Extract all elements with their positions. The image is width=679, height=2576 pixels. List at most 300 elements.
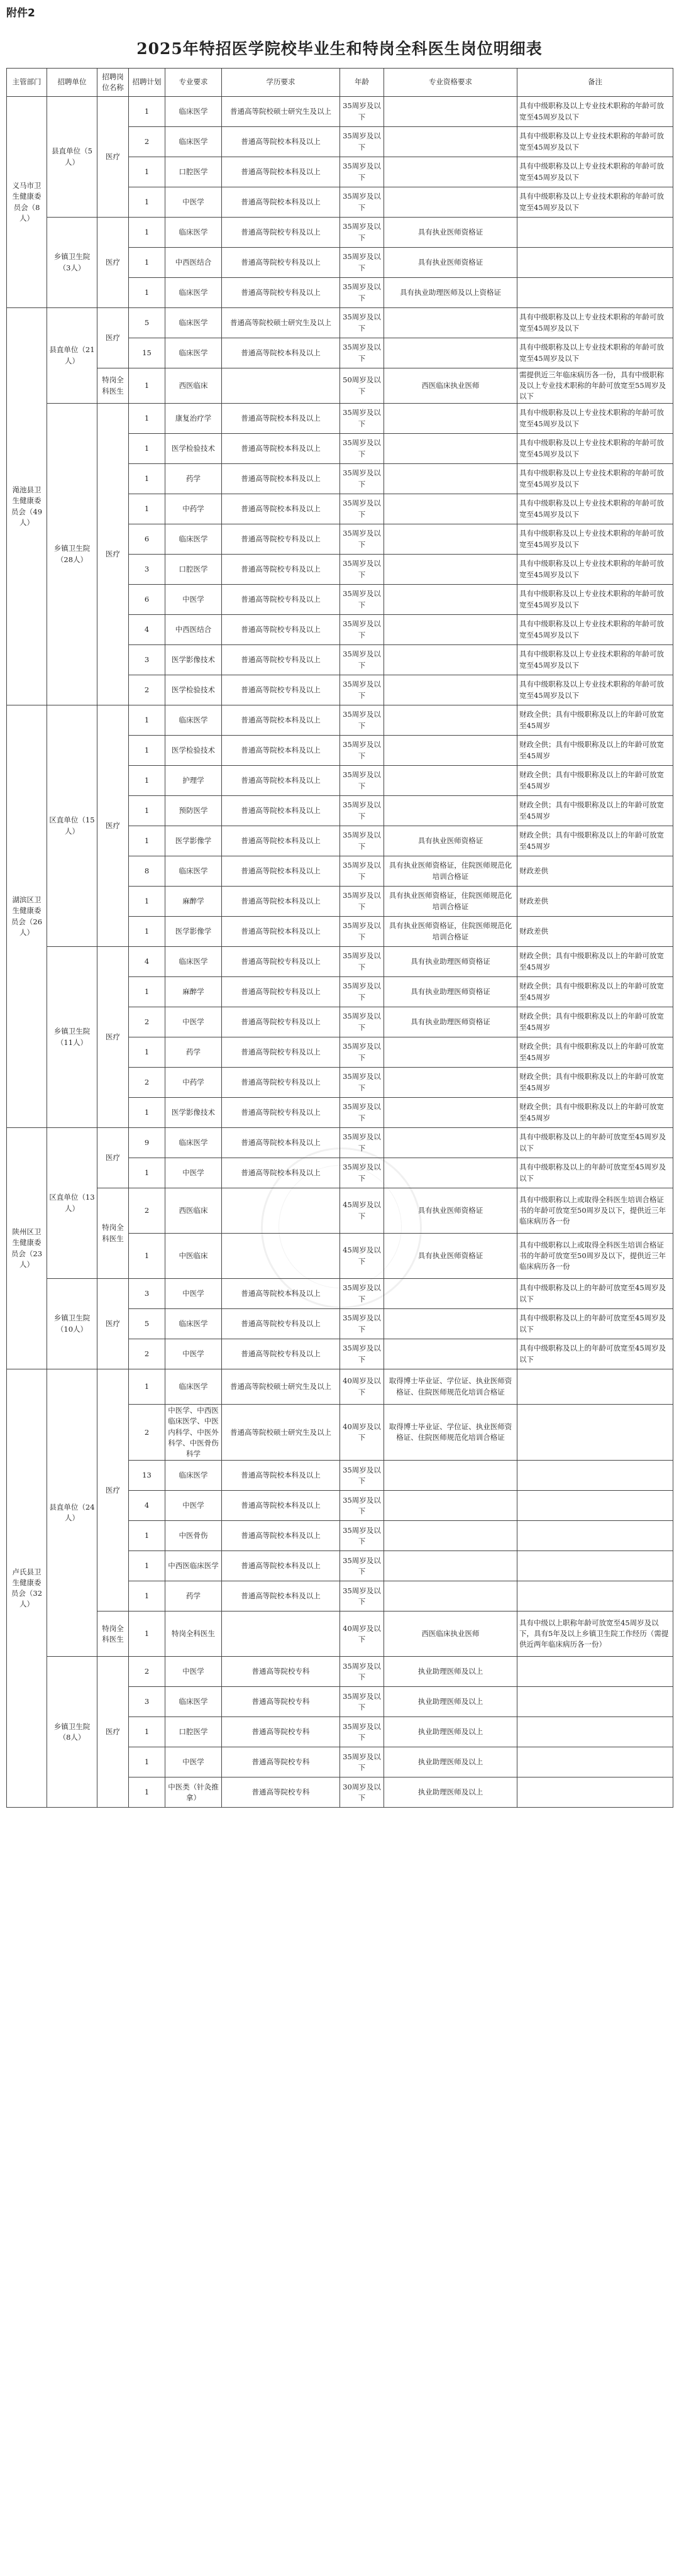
education-cell: 普通高等院校本科及以上 (222, 856, 340, 887)
major-cell: 临床医学 (165, 97, 222, 127)
plan-cell: 1 (129, 977, 165, 1007)
education-cell: 普通高等院校专科 (222, 1717, 340, 1747)
age-cell: 40周岁及以下 (340, 1611, 384, 1657)
table-row (7, 1279, 673, 1309)
plan-cell: 1 (129, 1717, 165, 1747)
qualification-cell (384, 1128, 517, 1158)
education-cell: 普通高等院校本科及以上 (222, 1279, 340, 1309)
plan-cell: 3 (129, 645, 165, 675)
major-cell: 临床医学 (165, 1461, 222, 1491)
qualification-cell (384, 1521, 517, 1551)
note-cell (517, 1461, 673, 1491)
major-cell: 特岗全科医生 (165, 1611, 222, 1657)
department-cell: 湖滨区卫生健康委员会（26人） (7, 705, 47, 1128)
note-cell: 具有中级职称及以上专业技术职称的年龄可放宽至45周岁及以下 (517, 645, 673, 675)
note-cell: 财政全供；具有中级职称及以上的年龄可放宽至45周岁 (517, 826, 673, 856)
age-cell: 35周岁及以下 (340, 1581, 384, 1611)
post-cell: 特岗全科医生 (97, 368, 129, 404)
qualification-cell: 具有执业医师资格证，住院医师规范化培训合格证 (384, 887, 517, 917)
plan-cell: 1 (129, 1369, 165, 1405)
qualification-cell (384, 434, 517, 464)
plan-cell: 1 (129, 218, 165, 248)
note-cell: 具有中级职称及以上专业技术职称的年龄可放宽至45周岁及以下 (517, 157, 673, 187)
qualification-cell: 具有执业助理医师资格证 (384, 977, 517, 1007)
age-cell: 35周岁及以下 (340, 705, 384, 736)
unit-cell: 县直单位（24人） (47, 1369, 97, 1657)
plan-cell: 1 (129, 157, 165, 187)
post-cell: 特岗全科医生 (97, 1611, 129, 1657)
attachment-label: 附件2 (6, 7, 35, 19)
qualification-cell: 具有执业医师资格证，住院医师规范化培训合格证 (384, 856, 517, 887)
education-cell: 普通高等院校专科及以上 (222, 218, 340, 248)
note-cell (517, 248, 673, 278)
post-cell: 医疗 (97, 404, 129, 705)
plan-cell: 1 (129, 736, 165, 766)
plan-cell: 1 (129, 494, 165, 524)
age-cell: 30周岁及以下 (340, 1777, 384, 1808)
column-header: 年龄 (340, 69, 384, 97)
education-cell: 普通高等院校本科及以上 (222, 705, 340, 736)
age-cell: 45周岁及以下 (340, 1234, 384, 1279)
education-cell: 普通高等院校本科及以上 (222, 1158, 340, 1188)
note-cell: 具有中级职称及以上专业技术职称的年龄可放宽至45周岁及以下 (517, 464, 673, 494)
age-cell: 35周岁及以下 (340, 97, 384, 127)
plan-cell: 3 (129, 1279, 165, 1309)
major-cell: 医学影像学 (165, 826, 222, 856)
qualification-cell: 执业助理医师及以上 (384, 1747, 517, 1777)
post-cell: 医疗 (97, 308, 129, 368)
department-cell: 陕州区卫生健康委员会（23人） (7, 1128, 47, 1369)
note-cell: 具有中级职称及以上专业技术职称的年龄可放宽至45周岁及以下 (517, 308, 673, 338)
qualification-cell: 执业助理医师及以上 (384, 1777, 517, 1808)
post-cell: 特岗全科医生 (97, 1188, 129, 1279)
plan-cell: 3 (129, 1687, 165, 1717)
major-cell: 中医学 (165, 187, 222, 218)
major-cell: 临床医学 (165, 338, 222, 368)
age-cell: 35周岁及以下 (340, 308, 384, 338)
plan-cell: 1 (129, 434, 165, 464)
post-cell: 医疗 (97, 947, 129, 1128)
page-title: 2025年特招医学院校毕业生和特岗全科医生岗位明细表 (136, 40, 543, 58)
note-cell (517, 1657, 673, 1687)
age-cell: 35周岁及以下 (340, 615, 384, 645)
qualification-cell (384, 675, 517, 705)
age-cell: 35周岁及以下 (340, 494, 384, 524)
age-cell: 40周岁及以下 (340, 1405, 384, 1461)
post-cell: 医疗 (97, 1369, 129, 1611)
major-cell: 药学 (165, 1581, 222, 1611)
qualification-cell (384, 187, 517, 218)
age-cell: 35周岁及以下 (340, 248, 384, 278)
education-cell: 普通高等院校本科及以上 (222, 187, 340, 218)
education-cell (222, 1188, 340, 1234)
major-cell: 中西医结合 (165, 248, 222, 278)
note-cell (517, 1551, 673, 1581)
qualification-cell: 执业助理医师及以上 (384, 1687, 517, 1717)
note-cell: 具有中级职称及以上专业技术职称的年龄可放宽至45周岁及以下 (517, 404, 673, 434)
table-row (7, 1611, 673, 1657)
plan-cell: 4 (129, 1491, 165, 1521)
age-cell: 35周岁及以下 (340, 1068, 384, 1098)
unit-cell: 乡镇卫生院（10人） (47, 1279, 97, 1369)
education-cell: 普通高等院校本科及以上 (222, 157, 340, 187)
note-cell: 财政全供；具有中级职称及以上的年龄可放宽至45周岁 (517, 977, 673, 1007)
major-cell: 口腔医学 (165, 157, 222, 187)
plan-cell: 1 (129, 1098, 165, 1128)
major-cell: 西医临床 (165, 368, 222, 404)
major-cell: 药学 (165, 464, 222, 494)
major-cell: 临床医学 (165, 1309, 222, 1339)
education-cell: 普通高等院校专科 (222, 1657, 340, 1687)
education-cell: 普通高等院校本科及以上 (222, 1521, 340, 1551)
plan-cell: 2 (129, 1068, 165, 1098)
age-cell: 35周岁及以下 (340, 856, 384, 887)
qualification-cell (384, 796, 517, 826)
note-cell: 具有中级职称及以上专业技术职称的年龄可放宽至45周岁及以下 (517, 97, 673, 127)
post-cell: 医疗 (97, 1657, 129, 1808)
education-cell: 普通高等院校专科及以上 (222, 585, 340, 615)
note-cell: 具有中级职称及以上专业技术职称的年龄可放宽至45周岁及以下 (517, 494, 673, 524)
plan-cell: 1 (129, 887, 165, 917)
qualification-cell (384, 494, 517, 524)
note-cell (517, 278, 673, 308)
major-cell: 西医临床 (165, 1188, 222, 1234)
note-cell (517, 1581, 673, 1611)
age-cell: 35周岁及以下 (340, 1657, 384, 1687)
note-cell: 具有中级职称以上或取得全科医生培训合格证书的年龄可放宽至50周岁及以下，提供近三年临床病历各一份 (517, 1188, 673, 1234)
major-cell: 临床医学 (165, 308, 222, 338)
post-cell: 医疗 (97, 97, 129, 218)
note-cell: 财政全供；具有中级职称及以上的年龄可放宽至45周岁 (517, 947, 673, 977)
education-cell: 普通高等院校专科及以上 (222, 1068, 340, 1098)
education-cell: 普通高等院校专科及以上 (222, 1098, 340, 1128)
plan-cell: 1 (129, 1747, 165, 1777)
education-cell: 普通高等院校本科及以上 (222, 736, 340, 766)
note-cell (517, 1747, 673, 1777)
note-cell (517, 1405, 673, 1461)
plan-cell: 13 (129, 1461, 165, 1491)
note-cell: 财政全供；具有中级职称及以上的年龄可放宽至45周岁 (517, 1007, 673, 1037)
note-cell (517, 1687, 673, 1717)
qualification-cell (384, 97, 517, 127)
qualification-cell: 具有执业助理医师及以上资格证 (384, 278, 517, 308)
plan-cell: 9 (129, 1128, 165, 1158)
major-cell: 中医学 (165, 1657, 222, 1687)
qualification-cell: 具有执业医师资格证 (384, 1234, 517, 1279)
age-cell: 35周岁及以下 (340, 524, 384, 555)
plan-cell: 2 (129, 1339, 165, 1369)
plan-cell: 1 (129, 1611, 165, 1657)
age-cell: 35周岁及以下 (340, 555, 384, 585)
plan-cell: 1 (129, 464, 165, 494)
major-cell: 临床医学 (165, 218, 222, 248)
note-cell: 具有中级职称及以上专业技术职称的年龄可放宽至45周岁及以下 (517, 338, 673, 368)
major-cell: 药学 (165, 1037, 222, 1068)
major-cell: 口腔医学 (165, 555, 222, 585)
table-row (7, 947, 673, 977)
age-cell: 35周岁及以下 (340, 434, 384, 464)
note-cell: 具有中级职称及以上的年龄可放宽至45周岁及以下 (517, 1128, 673, 1158)
major-cell: 医学检验技术 (165, 675, 222, 705)
column-header: 学历要求 (222, 69, 340, 97)
major-cell: 临床医学 (165, 524, 222, 555)
major-cell: 中医类（针灸推拿） (165, 1777, 222, 1808)
age-cell: 35周岁及以下 (340, 887, 384, 917)
education-cell: 普通高等院校本科及以上 (222, 434, 340, 464)
plan-cell: 2 (129, 1405, 165, 1461)
qualification-cell (384, 585, 517, 615)
major-cell: 临床医学 (165, 1369, 222, 1405)
plan-cell: 2 (129, 675, 165, 705)
qualification-cell (384, 1279, 517, 1309)
education-cell: 普通高等院校硕士研究生及以上 (222, 308, 340, 338)
education-cell: 普通高等院校专科及以上 (222, 555, 340, 585)
qualification-cell (384, 1491, 517, 1521)
major-cell: 护理学 (165, 766, 222, 796)
age-cell: 35周岁及以下 (340, 1158, 384, 1188)
education-cell: 普通高等院校本科及以上 (222, 1551, 340, 1581)
age-cell: 35周岁及以下 (340, 1491, 384, 1521)
department-cell: 卢氏县卫生健康委员会（32人） (7, 1369, 47, 1808)
qualification-cell: 西医临床执业医师 (384, 368, 517, 404)
unit-cell: 县直单位（5人） (47, 97, 97, 218)
note-cell: 财政全供；具有中级职称及以上的年龄可放宽至45周岁 (517, 1098, 673, 1128)
unit-cell: 乡镇卫生院（11人） (47, 947, 97, 1128)
education-cell: 普通高等院校专科及以上 (222, 278, 340, 308)
note-cell: 需提供近三年临床病历各一份，具有中级职称及以上专业技术职称的年龄可放宽至55周岁及以下 (517, 368, 673, 404)
qualification-cell: 具有执业医师资格证 (384, 248, 517, 278)
note-cell: 具有中级职称及以上专业技术职称的年龄可放宽至45周岁及以下 (517, 555, 673, 585)
note-cell (517, 218, 673, 248)
note-cell: 财政差供 (517, 856, 673, 887)
education-cell: 普通高等院校本科及以上 (222, 826, 340, 856)
note-cell: 财政全供；具有中级职称及以上的年龄可放宽至45周岁 (517, 1037, 673, 1068)
age-cell: 35周岁及以下 (340, 1279, 384, 1309)
education-cell (222, 1611, 340, 1657)
qualification-cell (384, 705, 517, 736)
education-cell: 普通高等院校专科及以上 (222, 1339, 340, 1369)
age-cell: 35周岁及以下 (340, 404, 384, 434)
table-row (7, 218, 673, 248)
education-cell: 普通高等院校专科及以上 (222, 524, 340, 555)
age-cell: 35周岁及以下 (340, 338, 384, 368)
unit-cell: 县直单位（21人） (47, 308, 97, 404)
age-cell: 35周岁及以下 (340, 585, 384, 615)
positions-table (6, 68, 673, 1808)
education-cell: 普通高等院校硕士研究生及以上 (222, 97, 340, 127)
qualification-cell (384, 615, 517, 645)
plan-cell: 1 (129, 766, 165, 796)
age-cell: 35周岁及以下 (340, 1717, 384, 1747)
education-cell: 普通高等院校本科及以上 (222, 1491, 340, 1521)
column-header: 招聘单位 (47, 69, 97, 97)
qualification-cell (384, 1098, 517, 1128)
major-cell: 医学检验技术 (165, 434, 222, 464)
age-cell: 35周岁及以下 (340, 1037, 384, 1068)
education-cell: 普通高等院校专科及以上 (222, 1309, 340, 1339)
note-cell: 具有中级以上职称年龄可放宽至45周岁及以下，具有5年及以上乡镇卫生院工作经历（需提供近两年临床病历各一份） (517, 1611, 673, 1657)
qualification-cell (384, 338, 517, 368)
post-cell: 医疗 (97, 1128, 129, 1188)
qualification-cell: 具有执业助理医师资格证 (384, 947, 517, 977)
major-cell: 预防医学 (165, 796, 222, 826)
plan-cell: 1 (129, 278, 165, 308)
major-cell: 中医学 (165, 585, 222, 615)
age-cell: 35周岁及以下 (340, 218, 384, 248)
major-cell: 中医学 (165, 1747, 222, 1777)
age-cell: 50周岁及以下 (340, 368, 384, 404)
table-body (7, 97, 673, 1808)
plan-cell: 2 (129, 127, 165, 157)
education-cell: 普通高等院校本科及以上 (222, 404, 340, 434)
unit-cell: 区直单位（13人） (47, 1128, 97, 1279)
education-cell: 普通高等院校硕士研究生及以上 (222, 1369, 340, 1405)
age-cell: 35周岁及以下 (340, 1551, 384, 1581)
qualification-cell: 具有执业医师资格证，住院医师规范化培训合格证 (384, 917, 517, 947)
age-cell: 35周岁及以下 (340, 187, 384, 218)
major-cell: 临床医学 (165, 947, 222, 977)
major-cell: 中医学 (165, 1158, 222, 1188)
plan-cell: 5 (129, 1309, 165, 1339)
education-cell: 普通高等院校专科及以上 (222, 248, 340, 278)
note-cell: 具有中级职称及以上专业技术职称的年龄可放宽至45周岁及以下 (517, 127, 673, 157)
age-cell: 35周岁及以下 (340, 1687, 384, 1717)
education-cell: 普通高等院校专科及以上 (222, 947, 340, 977)
note-cell: 财政差供 (517, 887, 673, 917)
note-cell (517, 1777, 673, 1808)
plan-cell: 1 (129, 1037, 165, 1068)
note-cell: 具有中级职称及以上的年龄可放宽至45周岁及以下 (517, 1279, 673, 1309)
education-cell: 普通高等院校本科及以上 (222, 766, 340, 796)
column-header: 招聘计划 (129, 69, 165, 97)
plan-cell: 8 (129, 856, 165, 887)
major-cell: 临床医学 (165, 856, 222, 887)
qualification-cell (384, 766, 517, 796)
age-cell: 35周岁及以下 (340, 675, 384, 705)
qualification-cell (384, 157, 517, 187)
note-cell: 具有中级职称及以上的年龄可放宽至45周岁及以下 (517, 1339, 673, 1369)
education-cell: 普通高等院校专科 (222, 1747, 340, 1777)
qualification-cell (384, 308, 517, 338)
plan-cell: 6 (129, 524, 165, 555)
unit-cell: 乡镇卫生院（8人） (47, 1657, 97, 1808)
qualification-cell (384, 736, 517, 766)
table-row (7, 368, 673, 404)
age-cell: 35周岁及以下 (340, 1461, 384, 1491)
note-cell: 具有中级职称及以上专业技术职称的年龄可放宽至45周岁及以下 (517, 524, 673, 555)
education-cell: 普通高等院校本科及以上 (222, 1581, 340, 1611)
post-cell: 医疗 (97, 1279, 129, 1369)
department-cell: 渑池县卫生健康委员会（49人） (7, 308, 47, 705)
qualification-cell: 执业助理医师及以上 (384, 1717, 517, 1747)
education-cell: 普通高等院校本科及以上 (222, 1461, 340, 1491)
age-cell: 35周岁及以下 (340, 947, 384, 977)
age-cell: 35周岁及以下 (340, 278, 384, 308)
age-cell: 35周岁及以下 (340, 796, 384, 826)
note-cell: 财政全供；具有中级职称及以上的年龄可放宽至45周岁 (517, 705, 673, 736)
note-cell: 财政全供；具有中级职称及以上的年龄可放宽至45周岁 (517, 736, 673, 766)
major-cell: 中医骨伤 (165, 1521, 222, 1551)
major-cell: 中医学 (165, 1007, 222, 1037)
major-cell: 临床医学 (165, 1128, 222, 1158)
age-cell: 35周岁及以下 (340, 1521, 384, 1551)
qualification-cell: 具有执业助理医师资格证 (384, 1007, 517, 1037)
age-cell: 35周岁及以下 (340, 917, 384, 947)
column-header: 专业资格要求 (384, 69, 517, 97)
plan-cell: 1 (129, 705, 165, 736)
plan-cell: 1 (129, 1521, 165, 1551)
table-header (7, 69, 673, 97)
age-cell: 35周岁及以下 (340, 1339, 384, 1369)
qualification-cell: 西医临床执业医师 (384, 1611, 517, 1657)
qualification-cell: 具有执业医师资格证 (384, 218, 517, 248)
post-cell: 医疗 (97, 705, 129, 947)
qualification-cell (384, 1551, 517, 1581)
age-cell: 35周岁及以下 (340, 157, 384, 187)
note-cell: 具有中级职称及以上专业技术职称的年龄可放宽至45周岁及以下 (517, 585, 673, 615)
age-cell: 35周岁及以下 (340, 766, 384, 796)
major-cell: 临床医学 (165, 278, 222, 308)
qualification-cell: 具有执业医师资格证 (384, 1188, 517, 1234)
plan-cell: 1 (129, 1581, 165, 1611)
plan-cell: 1 (129, 1551, 165, 1581)
major-cell: 中医学 (165, 1339, 222, 1369)
column-header: 招聘岗位名称 (97, 69, 129, 97)
education-cell: 普通高等院校本科及以上 (222, 917, 340, 947)
qualification-cell (384, 645, 517, 675)
plan-cell: 3 (129, 555, 165, 585)
education-cell: 普通高等院校专科及以上 (222, 645, 340, 675)
table-row (7, 308, 673, 338)
education-cell: 普通高等院校专科及以上 (222, 1037, 340, 1068)
qualification-cell (384, 1037, 517, 1068)
unit-cell: 乡镇卫生院（28人） (47, 404, 97, 705)
plan-cell: 6 (129, 585, 165, 615)
plan-cell: 2 (129, 1007, 165, 1037)
note-cell: 具有中级职称及以上专业技术职称的年龄可放宽至45周岁及以下 (517, 675, 673, 705)
plan-cell: 1 (129, 917, 165, 947)
qualification-cell (384, 555, 517, 585)
qualification-cell (384, 1309, 517, 1339)
major-cell: 中西医结合 (165, 615, 222, 645)
major-cell: 中医学 (165, 1279, 222, 1309)
plan-cell: 1 (129, 404, 165, 434)
note-cell: 具有中级职称及以上专业技术职称的年龄可放宽至45周岁及以下 (517, 615, 673, 645)
note-cell (517, 1521, 673, 1551)
major-cell: 医学影像技术 (165, 1098, 222, 1128)
major-cell: 临床医学 (165, 705, 222, 736)
major-cell: 中医临床 (165, 1234, 222, 1279)
column-header: 备注 (517, 69, 673, 97)
education-cell: 普通高等院校本科及以上 (222, 338, 340, 368)
plan-cell: 1 (129, 187, 165, 218)
education-cell: 普通高等院校专科 (222, 1777, 340, 1808)
table-row (7, 1657, 673, 1687)
education-cell: 普通高等院校专科 (222, 1687, 340, 1717)
table-row (7, 1369, 673, 1405)
age-cell: 35周岁及以下 (340, 1007, 384, 1037)
qualification-cell (384, 1158, 517, 1188)
plan-cell: 1 (129, 1158, 165, 1188)
major-cell: 中西医临床医学 (165, 1551, 222, 1581)
qualification-cell: 具有执业医师资格证 (384, 826, 517, 856)
unit-cell: 乡镇卫生院（3人） (47, 218, 97, 308)
qualification-cell: 取得博士毕业证、学位证、执业医师资格证、住院医师规范化培训合格证 (384, 1369, 517, 1405)
qualification-cell (384, 464, 517, 494)
major-cell: 中药学 (165, 1068, 222, 1098)
qualification-cell (384, 1461, 517, 1491)
qualification-cell (384, 127, 517, 157)
